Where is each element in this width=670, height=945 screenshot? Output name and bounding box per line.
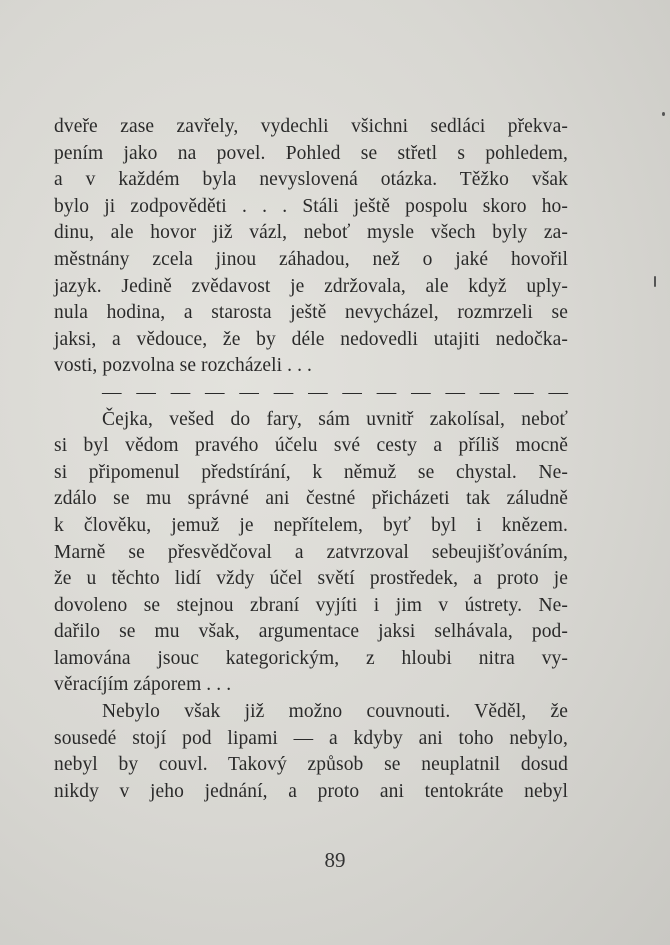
- text-line: lamována jsouc kategorickým, z hloubi nitra vy-: [54, 647, 568, 669]
- text-line: k člověku, jemuž je nepřítelem, byť byl i knězem.: [54, 514, 568, 536]
- text-line: zdálo se mu správné ani čestné přicházeti tak záludně: [54, 488, 568, 510]
- text-line: dovoleno se stejnou zbraní vyjíti i jim v ústrety. Ne-: [54, 594, 568, 616]
- text-line: jaksi, a vědouce, že by déle nedovedli utajiti nedočka-: [54, 328, 568, 350]
- text-line: Marně se přesvědčoval a zatvrzoval sebeujišťováním,: [54, 541, 568, 563]
- page-number: 89: [324, 848, 346, 872]
- text-line: nebyl by couvl. Takový způsob se neuplatnil dosud: [54, 754, 568, 776]
- text-line: sousedé stojí pod lipami — a kdyby ani toho nebylo,: [54, 727, 568, 749]
- text-line: Nebylo však již možno couvnouti. Věděl, že: [102, 701, 568, 723]
- text-line: bylo ji zodpověděti . . . Stáli ještě pospolu skoro ho-: [54, 195, 568, 217]
- text-line: vosti, pozvolna se rozcházeli . . .: [54, 355, 312, 377]
- text-line: a v každém byla nevyslovená otázka. Těžko však: [54, 169, 568, 191]
- text-line: si byl vědom pravého účelu své cesty a příliš mocně: [54, 435, 568, 457]
- paper-speck: [662, 112, 665, 116]
- text-line: nula hodina, a starosta ještě nevycházel, rozmrzeli se: [54, 302, 568, 324]
- paper-speck: [654, 276, 656, 287]
- text-line: dařilo se mu však, argumentace jaksi selhávala, pod-: [54, 621, 568, 643]
- text-line: dinu, ale hovor již vázl, neboť mysle všech byly za-: [54, 222, 568, 244]
- text-line: dveře zase zavřely, vydechli všichni sedláci překva-: [54, 116, 568, 137]
- body-text: [54, 114, 568, 805]
- text-line: nikdy v jeho jednání, a proto ani tentokráte nebyl: [54, 780, 568, 802]
- text-line: si připomenul předstírání, k němuž se chystal. Ne-: [54, 461, 568, 483]
- text-line: že u těchto lidí vždy účel světí prostředek, a proto je: [54, 568, 568, 590]
- text-line: Čejka, vešed do fary, sám uvnitř zakolísal, neboť: [102, 408, 568, 430]
- text-line: pením jako na povel. Pohled se střetl s pohledem,: [54, 142, 568, 164]
- text-line: městnány zcela jinou záhadou, než o jaké hovořil: [54, 248, 568, 270]
- text-line: věracíjím záporem . . .: [54, 674, 232, 696]
- text-line: jazyk. Jedině zvědavost je zdržovala, ale když uply-: [54, 275, 568, 297]
- section-separator: — — — — — — — — — — — — — —: [102, 381, 568, 403]
